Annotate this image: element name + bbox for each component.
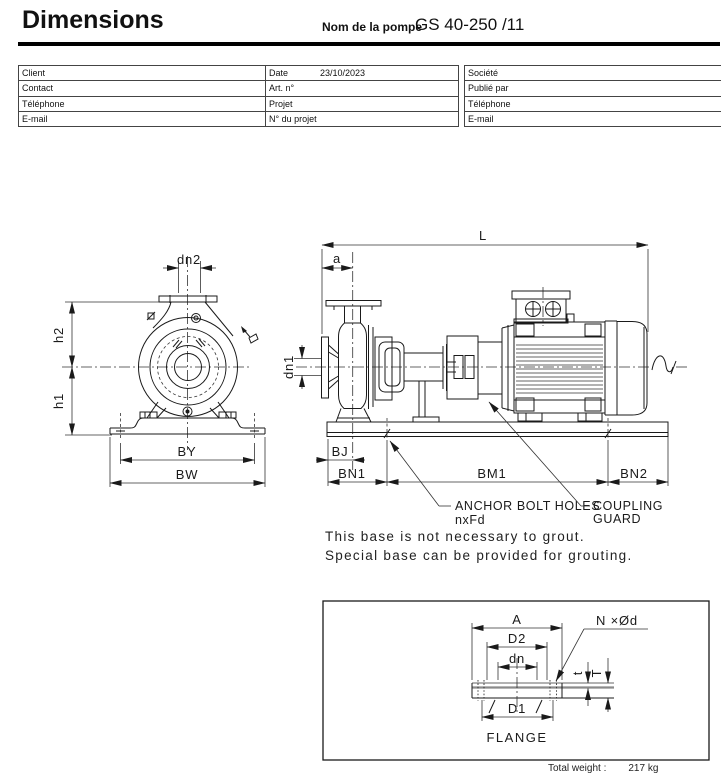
email-label: E-mail xyxy=(19,111,266,126)
dim-flange-t-cap: T xyxy=(589,668,604,678)
dim-bm1: BM1 xyxy=(477,466,507,481)
dim-bn1: BN1 xyxy=(338,466,366,481)
grouting-notes xyxy=(325,529,633,563)
company-email-label: E-mail xyxy=(465,111,721,126)
dim-h2: h2 xyxy=(51,326,66,344)
pump-name-value: GS 40-250 /11 xyxy=(415,15,525,34)
phone-label: Téléphone xyxy=(19,96,266,111)
pump-side-view xyxy=(296,252,688,470)
flange-caption: FLANGE xyxy=(486,730,548,745)
note-line-2: Special base can be provided for grouting. xyxy=(325,548,633,563)
anchor-bolt-holes-qty: nxFd xyxy=(455,513,486,527)
dim-bw: BW xyxy=(175,467,199,482)
date-label: Date xyxy=(269,68,289,79)
art-no-label: Art. n° xyxy=(269,83,295,94)
dim-flange-t: t xyxy=(570,670,585,676)
bolt-holes-callout: N ×Ød xyxy=(596,613,638,628)
dim-h1: h1 xyxy=(51,392,66,410)
company-label: Société xyxy=(465,66,721,81)
front-view-dimensions xyxy=(51,252,265,487)
coupling-guard-label-2: GUARD xyxy=(593,512,642,526)
published-by-label: Publié par xyxy=(465,81,721,96)
dim-l: L xyxy=(478,228,488,243)
date-value: 23/10/2023 xyxy=(320,68,366,79)
client-label: Client xyxy=(19,66,266,81)
total-weight-value: 217 kg xyxy=(628,763,659,774)
flange-detail-drawing xyxy=(323,601,709,760)
dim-a: a xyxy=(332,251,342,266)
contact-label: Contact xyxy=(19,81,266,96)
company-phone-label: Téléphone xyxy=(465,96,721,111)
note-line-1: This base is not necessary to grout. xyxy=(325,529,585,544)
dim-dn1: dn1 xyxy=(281,354,296,380)
dim-by: BY xyxy=(177,444,197,459)
page-title: Dimensions xyxy=(22,6,164,34)
pump-front-view xyxy=(62,256,265,450)
coupling-guard-label-1: COUPLING xyxy=(593,499,664,513)
total-weight-label: Total weight : xyxy=(548,763,607,774)
dim-flange-dn: dn xyxy=(508,651,526,666)
dim-bj: BJ xyxy=(331,444,349,459)
project-no-label: N° du projet xyxy=(269,114,317,125)
dim-flange-d1: D1 xyxy=(507,701,527,716)
dim-flange-a: A xyxy=(512,612,522,627)
project-label: Projet xyxy=(269,98,293,109)
dim-flange-d2: D2 xyxy=(507,631,527,646)
dim-dn2: dn2 xyxy=(176,252,202,267)
dim-bn2: BN2 xyxy=(620,466,648,481)
pump-name-label: Nom de la pompe xyxy=(322,20,423,34)
anchor-bolt-holes-label: ANCHOR BOLT HOLES xyxy=(455,499,601,513)
total-weight xyxy=(548,763,658,774)
